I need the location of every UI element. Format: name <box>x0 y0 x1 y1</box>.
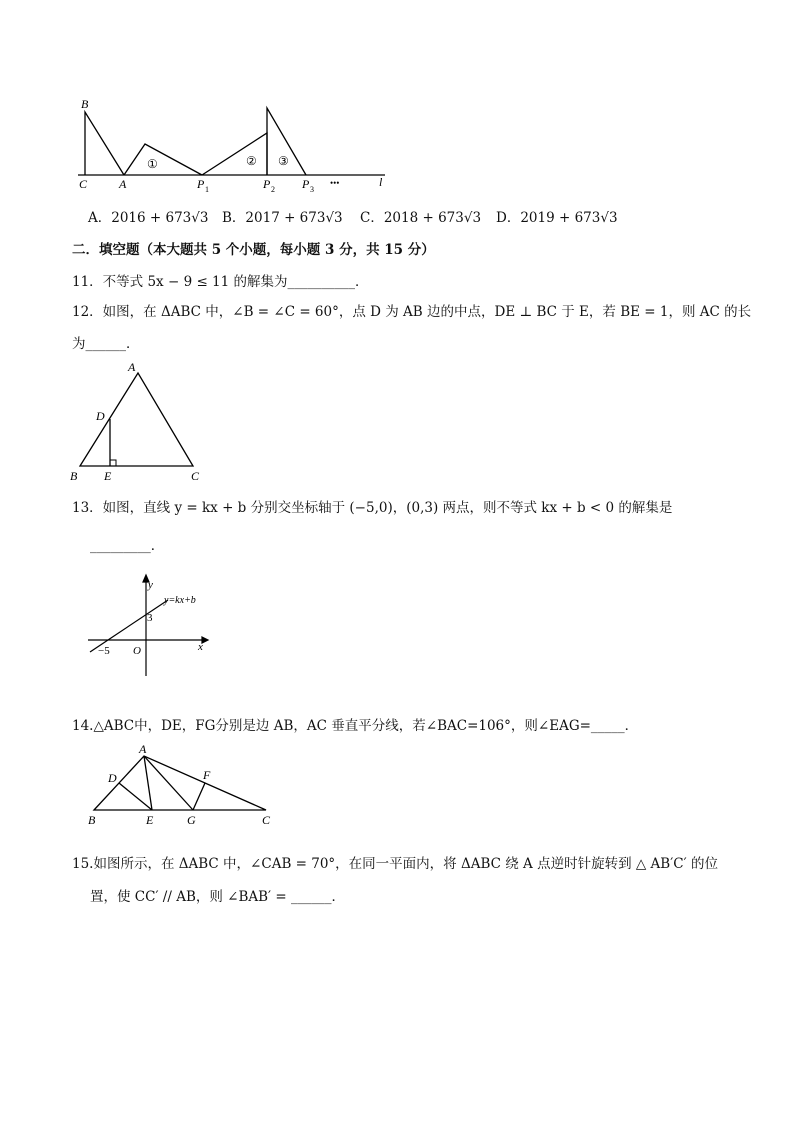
section-title: 二．填空题（本大题共 5 个小题，每小题 3 分，共 15 分） <box>72 242 435 258</box>
label-P2-sub: 2 <box>271 185 275 194</box>
label-y: y <box>148 579 153 591</box>
triangle-abc <box>85 112 124 175</box>
question-14: 14.△ABC中，DE，FG分别是边 AB，AC 垂直平分线，若∠BAC=106°，则∠EAG=_____． <box>72 718 639 734</box>
label-P1-sub: 1 <box>205 185 209 194</box>
option-d-letter: D． <box>496 210 521 226</box>
label-3: 3 <box>147 612 153 624</box>
label-E: E <box>146 813 154 827</box>
segment-de <box>119 783 152 810</box>
label-circle-3: ③ <box>278 154 289 168</box>
option-c-text: 2018 + 673√3 <box>383 210 482 226</box>
x-arrow-icon <box>202 637 208 643</box>
option-b <box>222 208 343 228</box>
option-b-letter: B． <box>222 210 246 226</box>
label-P2: P <box>263 177 271 191</box>
triangle-abc-figure <box>66 356 216 486</box>
label-line: y=kx+b <box>164 595 196 606</box>
coordinate-figure <box>84 572 214 682</box>
label-l: l <box>379 175 383 189</box>
triangle-bisector-figure <box>84 738 284 830</box>
question-13-line1: 13．如图，直线 y = kx + b 分别交坐标轴于 (−5,0)，(0,3) 两点，则不等式 kx + b < 0 的解集是 <box>72 500 673 516</box>
option-b-text: 2017 + 673√3 <box>245 210 343 226</box>
label-C: C <box>79 177 88 191</box>
label-B: B <box>81 97 89 111</box>
question-12-line2: 为______． <box>72 336 140 352</box>
label-D: D <box>108 771 117 785</box>
question-13-line2: _________． <box>90 538 165 554</box>
label-P3-sub: 3 <box>310 185 314 194</box>
label-B: B <box>88 813 96 827</box>
label-A: A <box>119 177 127 191</box>
label-G: G <box>187 813 196 827</box>
label-E: E <box>104 469 112 483</box>
option-d-text: 2019 + 673√3 <box>520 210 618 226</box>
segment-fg <box>193 783 205 810</box>
label-A: A <box>139 742 147 756</box>
option-c <box>360 208 481 228</box>
label-circle-1: ① <box>147 157 158 171</box>
option-a-letter: A． <box>88 210 112 226</box>
label-D: D <box>96 409 105 423</box>
question-11: 11．不等式 5x − 9 ≤ 11 的解集为__________． <box>72 274 369 290</box>
option-c-letter: C． <box>360 210 384 226</box>
right-angle-mark <box>110 460 116 466</box>
label-A: A <box>128 360 136 374</box>
label-P3: P <box>302 177 310 191</box>
rolling-triangle-figure <box>70 95 400 195</box>
label-B: B <box>70 469 78 483</box>
question-15-line2: 置，使 CC′ // AB，则 ∠BAB′ = ______． <box>90 889 346 905</box>
option-a <box>88 208 208 228</box>
label-C: C <box>191 469 200 483</box>
option-d <box>496 208 618 228</box>
label-x: x <box>198 641 203 653</box>
question-15-line1: 15.如图所示，在 ΔABC 中，∠CAB = 70°，在同一平面内，将 ΔABC 绕 A 点逆时针旋转到 △ AB′C′ 的位 <box>72 856 718 872</box>
label-C: C <box>262 813 271 827</box>
option-a-text: 2016 + 673√3 <box>111 210 209 226</box>
label-F: F <box>203 768 211 782</box>
label-P1: P <box>197 177 205 191</box>
triangle-2 <box>202 133 267 175</box>
label-O: O <box>133 645 141 657</box>
label-minus-5: −5 <box>98 645 110 657</box>
triangle-1 <box>124 144 202 175</box>
label-circle-2: ② <box>246 154 257 168</box>
question-12-line1: 12．如图，在 ΔABC 中，∠B = ∠C = 60°，点 D 为 AB 边的中点，DE ⊥ BC 于 E，若 BE = 1，则 AC 的长 <box>72 304 752 320</box>
label-dots: ••• <box>330 178 340 188</box>
